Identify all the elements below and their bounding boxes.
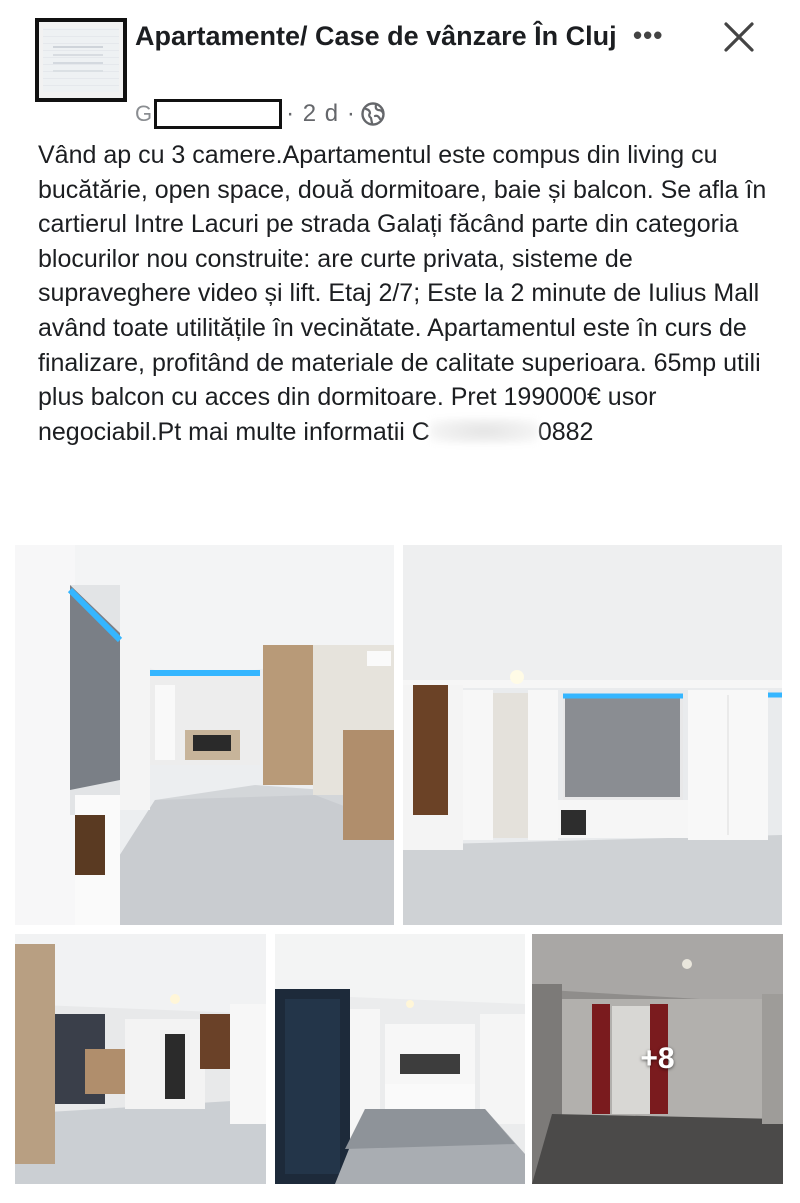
more-photos-count[interactable]: +8 (640, 1042, 675, 1075)
author-name-redacted[interactable] (154, 99, 282, 129)
post-body: Vând ap cu 3 camere.Apartamentul este compus din living cu bucătărie, open space, două dormitoare, baie și balcon. Se afla în cartierul Intre Lacuri pe strada Galați făcând parte din categoria blocurilor nou construite: are curte privata, sisteme de supraveghere video și lift. Etaj 2/7; Este la 2 minute de Iulius Mall având toate utilitățile în vecinătate. Apartamentul este în curs de finalizare, profitând de materiale de calitate superioara. 65mp utili plus balcon cu acces din dormitoare. Pret 199000€ usor negociabil.Pt mai multe informatii C (38, 141, 767, 446)
post-text (38, 138, 778, 449)
more-horizontal-icon[interactable]: ••• (633, 20, 664, 50)
post-header (0, 0, 800, 130)
group-avatar[interactable] (35, 18, 127, 102)
phone-end: 0882 (537, 417, 594, 446)
post-meta (135, 98, 386, 130)
group-name-link[interactable]: Apartamente/ Case de vânzare În Cluj (135, 21, 617, 51)
living-room-tv-wall-photo[interactable] (403, 545, 782, 925)
living-room-photo[interactable] (15, 545, 394, 925)
phone-redacted (430, 418, 538, 444)
living-room-wide-photo[interactable] (15, 934, 266, 1184)
bedroom-photo[interactable] (532, 934, 783, 1184)
globe-icon (360, 101, 386, 127)
close-icon[interactable] (718, 16, 760, 58)
post-time[interactable]: · 2 d · (286, 100, 356, 127)
kitchen-photo[interactable] (275, 934, 525, 1184)
author-initial: G (135, 101, 153, 126)
